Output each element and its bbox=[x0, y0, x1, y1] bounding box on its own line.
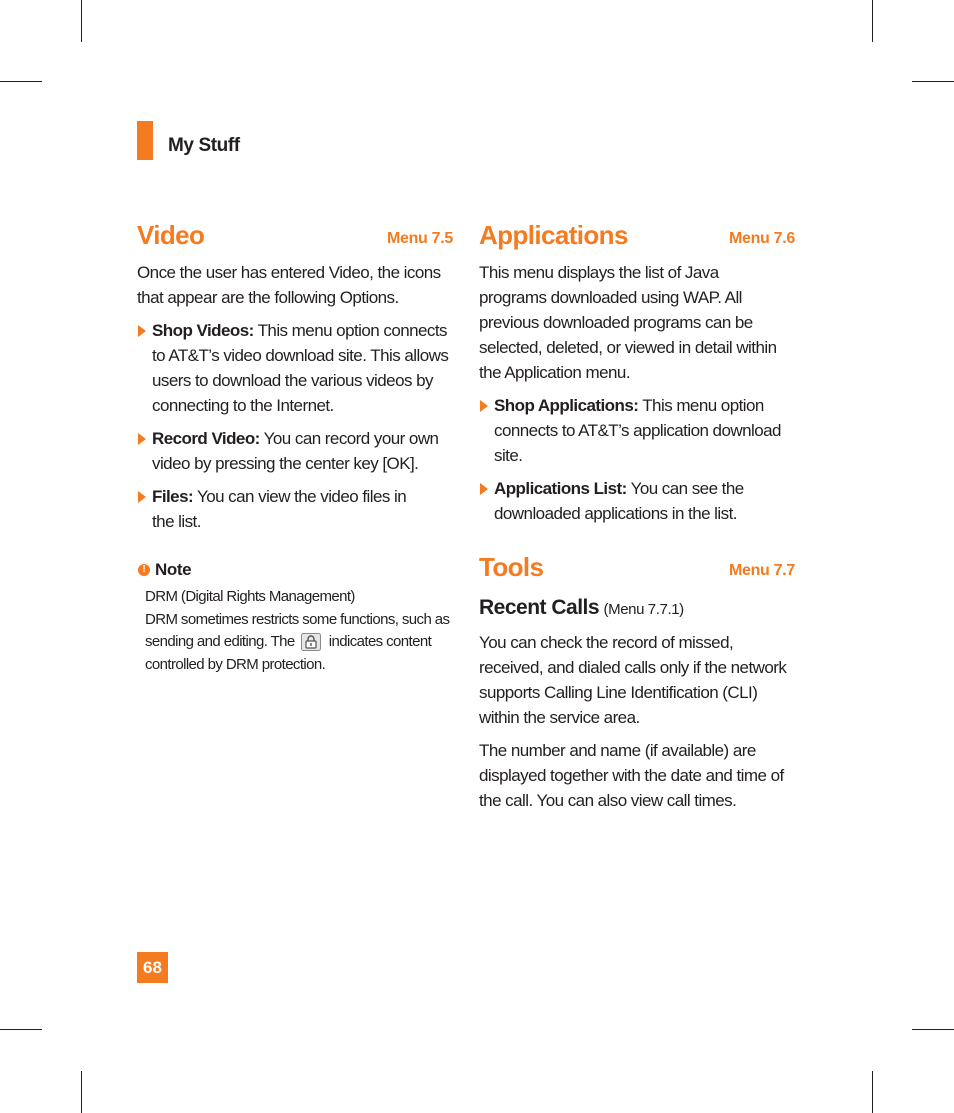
list-item bbox=[479, 476, 795, 526]
crop-mark bbox=[912, 1029, 954, 1030]
recent-calls-title: Recent Calls bbox=[479, 596, 600, 619]
bullet-arrow-icon bbox=[480, 483, 488, 495]
right-column bbox=[479, 220, 795, 813]
drm-lock-icon bbox=[301, 633, 321, 651]
note-header bbox=[137, 560, 453, 584]
bullet-arrow-icon bbox=[480, 400, 488, 412]
crop-mark bbox=[872, 1071, 873, 1113]
note-line: DRM sometimes restricts some functions, such as sending and editing. The bbox=[145, 610, 450, 650]
item-term: Record Video: bbox=[152, 429, 260, 448]
item-term: Shop Applications: bbox=[494, 396, 639, 415]
recent-calls-paragraph: You can check the record of missed, received, and dialed calls only if the network supports Calling Line Identification (CLI) within the service area. bbox=[479, 633, 787, 727]
tools-title: Tools bbox=[479, 552, 544, 582]
list-item bbox=[479, 393, 795, 468]
chapter-title: My Stuff bbox=[168, 135, 240, 156]
crop-mark bbox=[872, 0, 873, 42]
item-term: Shop Videos: bbox=[152, 321, 254, 340]
video-section-header bbox=[137, 220, 453, 254]
recent-calls-header bbox=[479, 596, 795, 626]
tools-section-header bbox=[479, 552, 795, 586]
video-options-list bbox=[137, 318, 453, 534]
item-term: Applications List: bbox=[494, 479, 627, 498]
item-text: This menu option connects to AT&T’s application download site. bbox=[494, 396, 781, 465]
crop-mark bbox=[81, 1071, 82, 1113]
item-text: You can record your own video by pressing the center key [OK]. bbox=[152, 429, 439, 473]
note-line: indicates content controlled by DRM protection. bbox=[145, 633, 432, 673]
video-title: Video bbox=[137, 220, 205, 250]
list-item bbox=[137, 426, 453, 476]
bullet-arrow-icon bbox=[138, 433, 146, 445]
applications-title: Applications bbox=[479, 220, 628, 250]
tools-menu-number: Menu 7.7 bbox=[728, 562, 795, 579]
bullet-arrow-icon bbox=[138, 491, 146, 503]
note-paragraph bbox=[145, 609, 453, 677]
page-number: 68 bbox=[137, 952, 168, 983]
crop-mark bbox=[912, 81, 954, 82]
crop-mark bbox=[0, 81, 42, 82]
warning-icon: ! bbox=[138, 564, 150, 576]
applications-section-header bbox=[479, 220, 795, 254]
note-body bbox=[145, 586, 453, 676]
note-line: DRM (Digital Rights Management) bbox=[145, 588, 355, 605]
item-text: You can see the downloaded applications in the list. bbox=[494, 479, 744, 523]
crop-mark bbox=[0, 1029, 42, 1030]
video-menu-number: Menu 7.5 bbox=[386, 230, 453, 247]
video-intro: Once the user has entered Video, the icons that appear are the following Options. bbox=[137, 263, 441, 307]
left-column bbox=[137, 220, 453, 676]
list-item bbox=[137, 484, 453, 534]
recent-calls-paragraph: The number and name (if available) are displayed together with the date and time of the call. You can also view call times. bbox=[479, 741, 784, 810]
applications-menu-number: Menu 7.6 bbox=[728, 230, 795, 247]
applications-options-list bbox=[479, 393, 795, 526]
recent-calls-menu-number: (Menu 7.7.1) bbox=[603, 601, 684, 618]
item-text: This menu option connects to AT&T’s video download site. This allows users to download the various videos by connecting to the Internet. bbox=[152, 321, 449, 415]
crop-mark bbox=[81, 0, 82, 42]
bullet-arrow-icon bbox=[138, 325, 146, 337]
applications-intro: This menu displays the list of Java programs downloaded using WAP. All previous downloaded programs can be selected, deleted, or viewed in detail within the Application menu. bbox=[479, 263, 777, 382]
header-accent-bar bbox=[137, 121, 153, 160]
note-title: Note bbox=[155, 560, 192, 579]
item-text: You can view the video files in the list. bbox=[152, 487, 407, 531]
list-item bbox=[137, 318, 453, 418]
item-term: Files: bbox=[152, 487, 194, 506]
